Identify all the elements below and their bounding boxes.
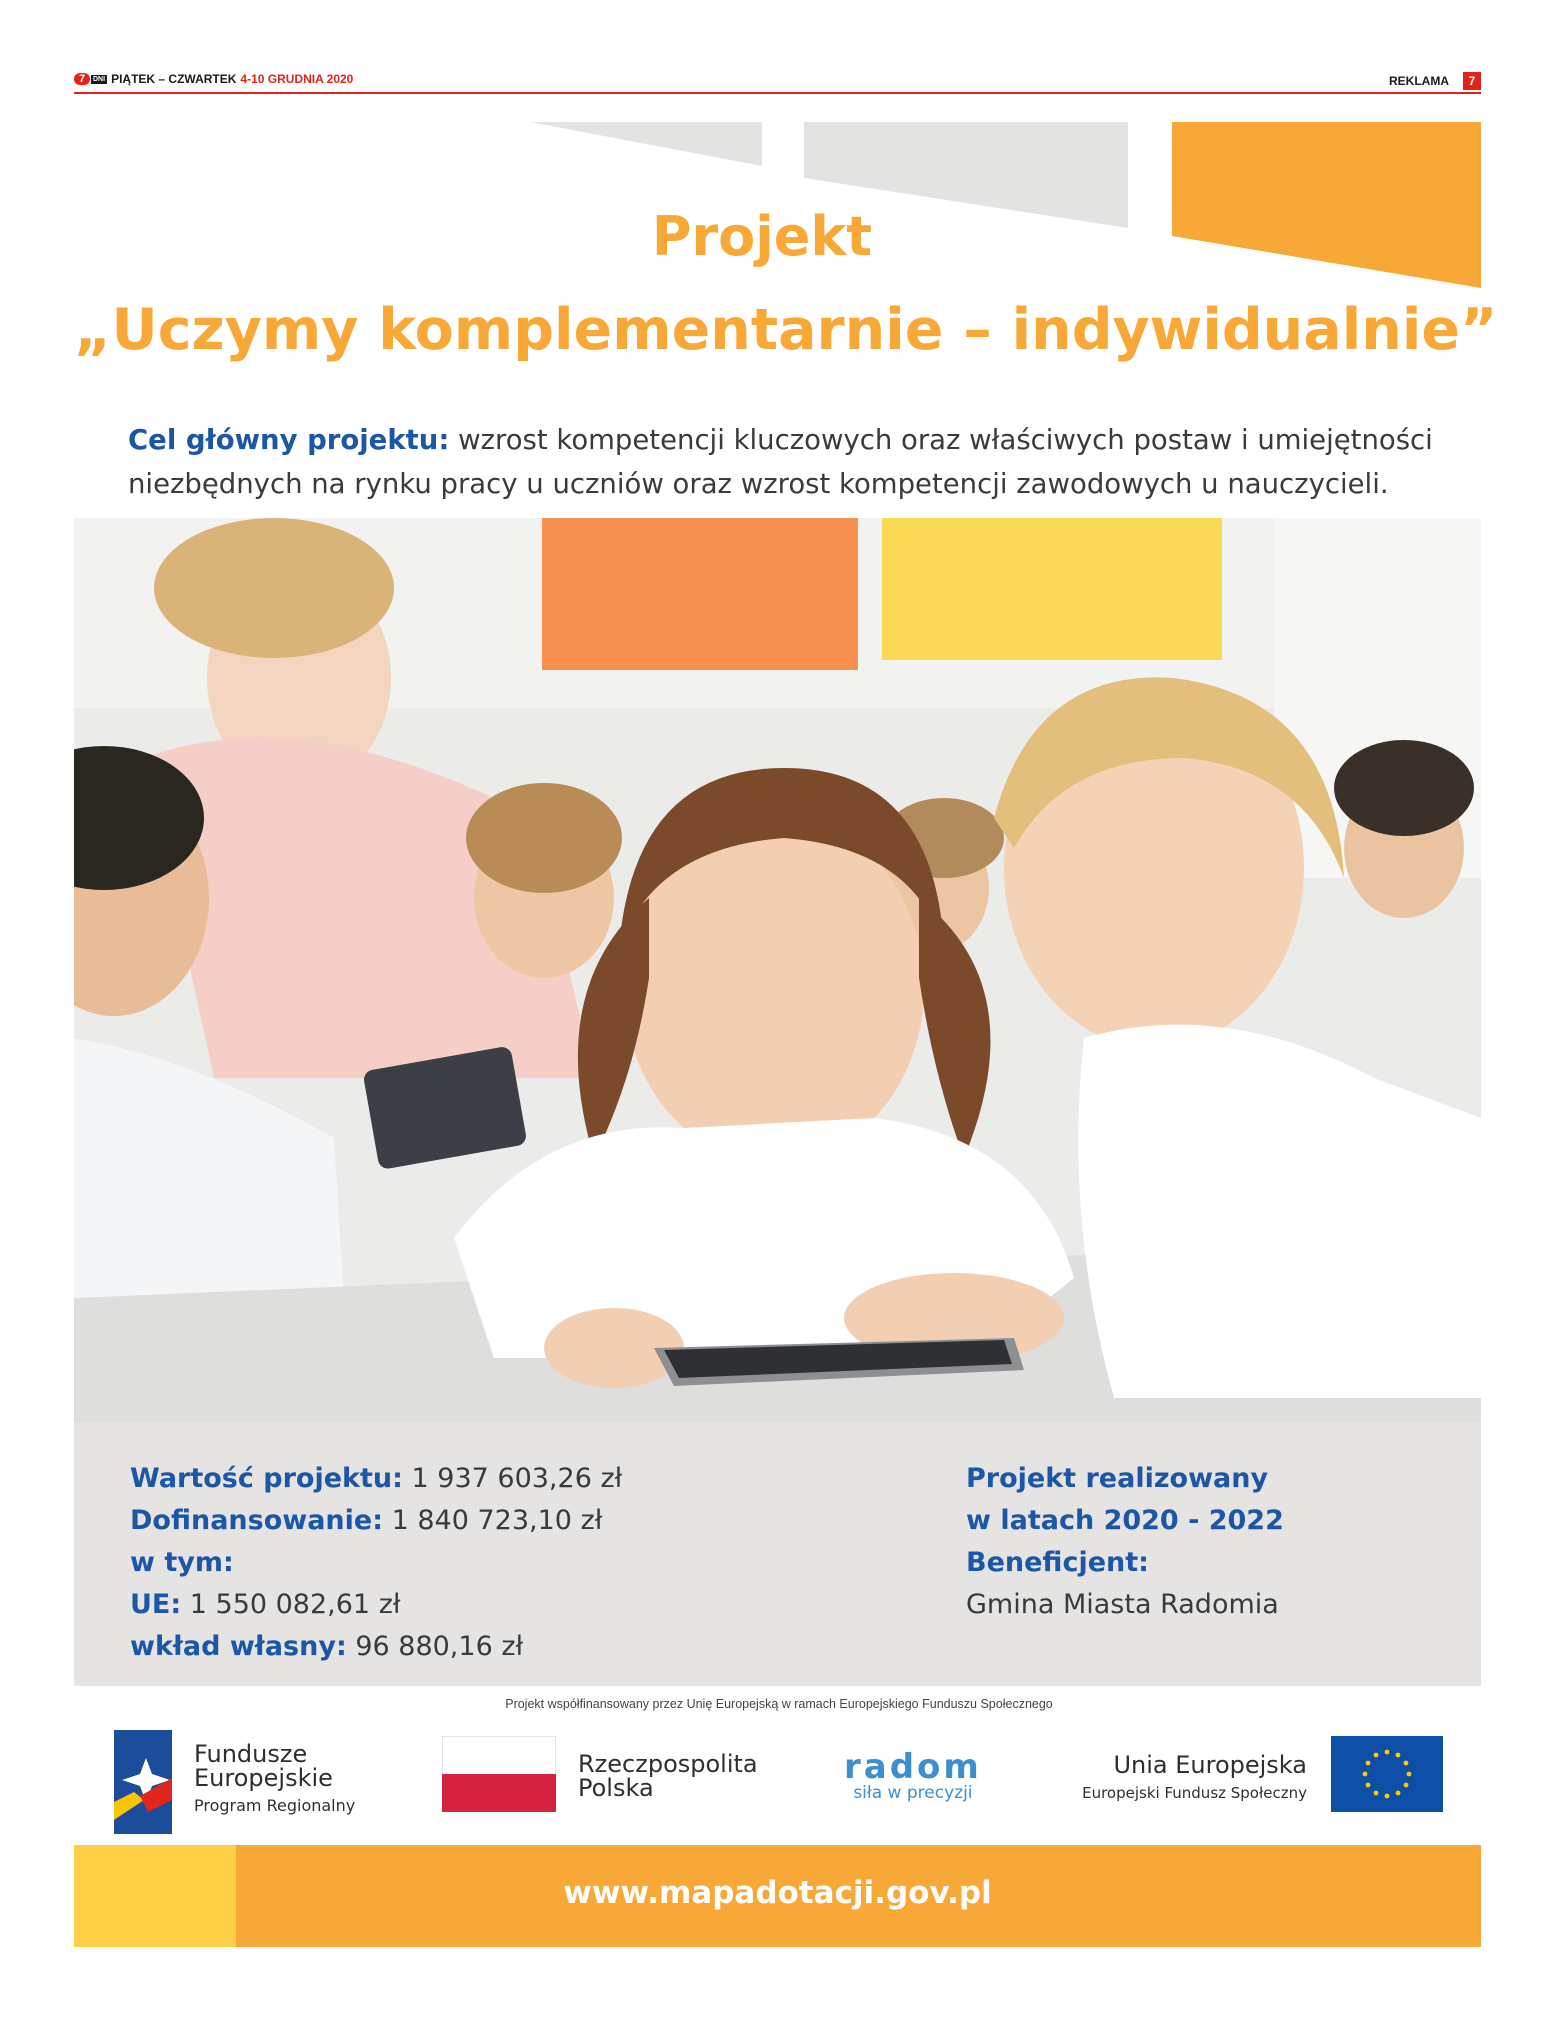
- footer-bar: [74, 1845, 1481, 1947]
- logos-row: [74, 1722, 1481, 1832]
- info-panel: [74, 1422, 1481, 1686]
- ue-line-2: Europejski Fundusz Społeczny: [1082, 1784, 1307, 1802]
- deco-gray-wedge-left: [530, 122, 762, 166]
- fe-line-3: Program Regionalny: [194, 1796, 356, 1815]
- page-number: 7: [1463, 72, 1481, 90]
- eu-share-label: UE:: [130, 1589, 182, 1620]
- fundusze-europejskie-logo-icon: [114, 1730, 172, 1834]
- classroom-photo: [74, 518, 1481, 1422]
- eu-share-amount: 1 550 082,61 zł: [181, 1589, 401, 1620]
- cofunding-label: Dofinansowanie:: [130, 1505, 384, 1536]
- project-value-amount: 1 937 603,26 zł: [402, 1463, 623, 1494]
- logo-number: 7: [74, 73, 90, 85]
- wall-orange-panel: [542, 518, 858, 670]
- header-days: PIĄTEK – CZWARTEK: [111, 72, 237, 86]
- classroom-illustration: [74, 518, 1481, 1422]
- rzeczpospolita-polska-text: [578, 1752, 758, 1800]
- eu-flag-icon: [1331, 1736, 1443, 1812]
- realization-line-2: w latach 2020 - 2022: [966, 1505, 1284, 1536]
- ue-line-1: Unia Europejska: [1113, 1751, 1307, 1779]
- eu-share: [130, 1584, 622, 1626]
- beneficiary-label: Beneficjent:: [966, 1547, 1149, 1578]
- header-dates: 4-10 GRUDNIA 2020: [240, 72, 354, 86]
- teacher-hair: [154, 518, 394, 658]
- cofinancing-note: Projekt współfinansowany przez Unię Europejską w ramach Europejskiego Funduszu Społecznego: [505, 1697, 1053, 1711]
- finance-details: [130, 1458, 622, 1668]
- fe-line-1: Fundusze: [194, 1740, 308, 1768]
- fundusze-europejskie-text: [194, 1742, 355, 1815]
- rp-line-1: Rzeczpospolita: [578, 1750, 758, 1778]
- project-goal: [128, 418, 1468, 506]
- boy-mid-hair: [466, 783, 622, 893]
- own-contribution-amount: 96 880,16 zł: [346, 1631, 524, 1662]
- cofunding-amount: 1 840 723,10 zł: [383, 1505, 603, 1536]
- radom-logo: [844, 1747, 982, 1803]
- realization-details: [966, 1458, 1284, 1626]
- title-line-2: „Uczymy komplementarnie – indywidualnie”: [74, 297, 1498, 363]
- realization-line-1: Projekt realizowany: [966, 1463, 1269, 1494]
- logo-word: DNI: [93, 75, 106, 83]
- project-value: [130, 1458, 622, 1500]
- title-line-1: Projekt: [651, 205, 873, 268]
- goal-text: wzrost kompetencji kluczowych oraz właściwych postaw i umiejętności niezbędnych na rynku pracy u uczniów oraz wzrost kompetencji zawodowych u nauczycieli.: [128, 424, 1433, 500]
- fe-line-2: Europejskie: [194, 1764, 333, 1792]
- beneficiary-name: Gmina Miasta Radomia: [966, 1589, 1279, 1620]
- polish-flag-icon: [442, 1736, 556, 1812]
- radom-slogan: siła w precyzji: [853, 1783, 973, 1803]
- own-contribution-label: wkład własny:: [130, 1631, 347, 1662]
- including-label: w tym:: [130, 1547, 234, 1578]
- including: [130, 1542, 622, 1584]
- goal-label: Cel główny projektu:: [128, 424, 450, 456]
- footer-url[interactable]: www.mapadotacji.gov.pl: [563, 1875, 992, 1911]
- own-contribution: [130, 1626, 622, 1668]
- unia-europejska-text: [1082, 1752, 1307, 1802]
- wall-yellow-panel: [882, 518, 1222, 660]
- section-label: REKLAMA: [1389, 74, 1449, 88]
- cofunding: [130, 1500, 622, 1542]
- radom-name: radom: [844, 1747, 982, 1787]
- rp-line-2: Polska: [578, 1774, 654, 1802]
- project-value-label: Wartość projektu:: [130, 1463, 403, 1494]
